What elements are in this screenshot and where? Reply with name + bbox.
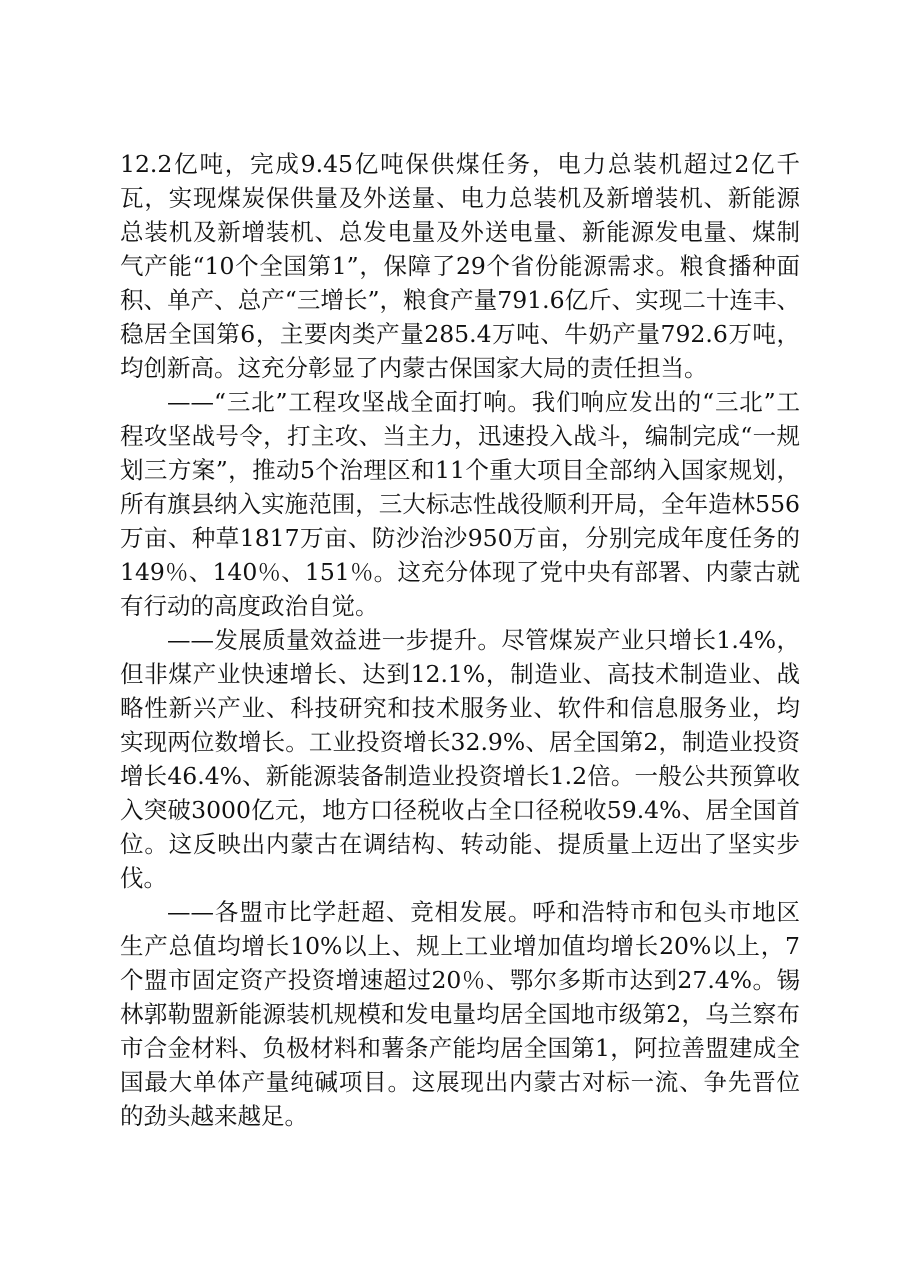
document-body <box>120 147 800 1133</box>
paragraph-league-cities: ——各盟市比学赶超、竞相发展。呼和浩特市和包头市地区生产总值均增长10%以上、规上工业增加值均增长20%以上，7个盟市固定资产投资增速超过20％、鄂尔多斯市达到27.4%。锡林郭勒盟新能源装机规模和发电量均居全国地市级第2，乌兰察布市合金材料、负极材料和薯条产能均居全国第1，阿拉善盟建成全国最大单体产量纯碱项目。这展现出内蒙古对标一流、争先晋位的劲头越来越足。 <box>120 898 800 1130</box>
paragraph-development-quality: ——发展质量效益进一步提升。尽管煤炭产业只增长1.4%，但非煤产业快速增长、达到12.1%，制造业、高技术制造业、战略性新兴产业、科技研究和技术服务业、软件和信息服务业，均实现两位数增长。工业投资增长32.9%、居全国第2，制造业投资增长46.4%、新能源装备制造业投资增长1.2倍。一般公共预算收入突破3000亿元，地方口径税收占全口径税收59.4%、居全国首位。这反映出内蒙古在调结构、转动能、提质量上迈出了坚实步伐。 <box>120 626 800 892</box>
paragraph-energy-grain: 12.2亿吨，完成9.45亿吨保供煤任务，电力总装机超过2亿千瓦，实现煤炭保供量及外送量、电力总装机及新增装机、新能源总装机及新增装机、总发电量及外送电量、新能源发电量、煤制气产能“10个全国第1”，保障了29个省份能源需求。粮食播种面积、单产、总产“三增长”，粮食产量791.6亿斤、实现二十连丰、稳居全国第6，主要肉类产量285.4万吨、牛奶产量792.6万吨，均创新高。这充分彰显了内蒙古保国家大局的责任担当。 <box>120 150 800 382</box>
paragraph-three-north-project: ——“三北”工程攻坚战全面打响。我们响应发出的“三北”工程攻坚战号令，打主攻、当主力，迅速投入战斗，编制完成“一规划三方案”，推动5个治理区和11个重大项目全部纳入国家规划，所有旗县纳入实施范围，三大标志性战役顺利开局，全年造林556万亩、种草1817万亩、防沙治沙950万亩，分别完成年度任务的149％、140％、151％。这充分体现了党中央有部署、内蒙古就有行动的高度政治自觉。 <box>120 388 800 620</box>
